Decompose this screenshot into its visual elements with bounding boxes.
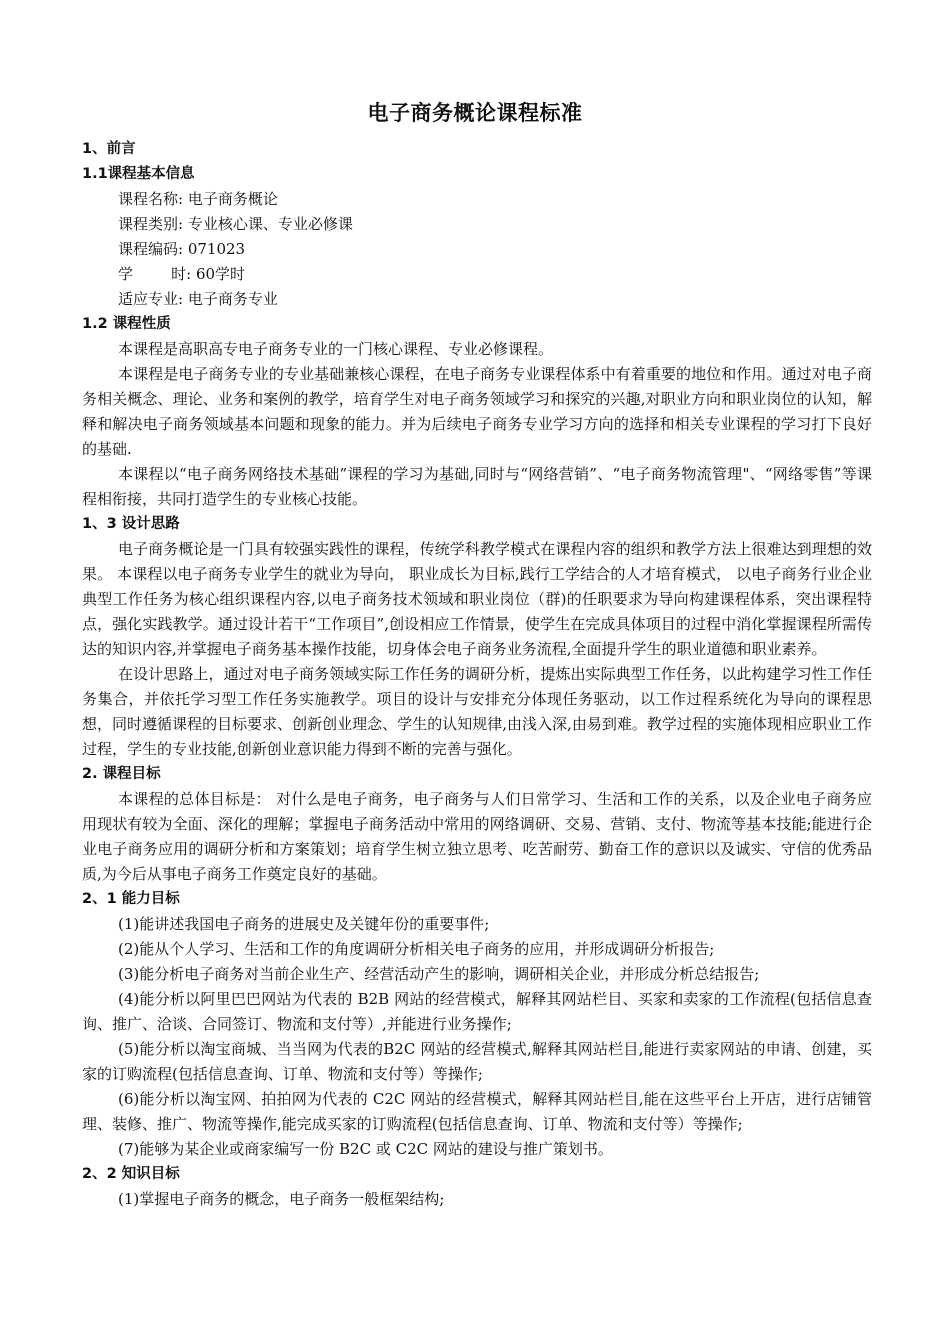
section-heading-basic-info: 1.1课程基本信息 <box>82 166 195 182</box>
section-heading-foreword: 1、前言 <box>82 141 136 157</box>
paragraph: 在设计思路上，通过对电子商务领域实际工作任务的调研分析，提炼出实际典型工作任务，以此构建学习性工作任务集合，并依托学习型工作任务实施教学。项目的设计与安排充分体现任务驱动，以工作过程系统化为导向的课程思想，同时遵循课程的目标要求、创新创业理念、学生的认知规律,由浅入深,由易到难。教学过程的实施体现相应职业工作过程，学生的专业技能,创新创业意识能力得到不断的完善与强化。 <box>82 665 872 758</box>
list-item: (2)能从个人学习、生活和工作的角度调研分析相关电子商务的应用，并形成调研分析报告; <box>118 940 715 958</box>
section-heading-design: 1、3 设计思路 <box>82 516 180 532</box>
page-title: 电子商务概论课程标准 <box>367 101 583 125</box>
list-item: (1)掌握电子商务的概念，电子商务一般框架结构; <box>118 1190 445 1208</box>
section-heading-nature: 1.2 课程性质 <box>82 316 171 332</box>
document-body <box>82 137 872 1212</box>
course-info-list <box>82 187 872 312</box>
paragraph: 本课程是电子商务专业的专业基础兼核心课程，在电子商务专业课程体系中有着重要的地位和作用。通过对电子商务相关概念、理论、业务和案例的教学，培育学生对电子商务领域学习和探究的兴趣,对职业方向和职业岗位的认知，解释和解决电子商务领域基本问题和现象的能力。并为后续电子商务专业学习方向的选择和相关专业课程的学习打下良好的基础. <box>82 365 872 458</box>
section-heading-knowledge: 2、2 知识目标 <box>82 1166 180 1182</box>
list-item: (6)能分析以淘宝网、拍拍网为代表的 C2C 网站的经营模式，解释其网站栏目,能在这些平台上开店，进行店铺管理、装修、推广、物流等操作,能完成买家的订购流程(包括信息查询、订单、物流和支付等）等操作; <box>82 1090 872 1133</box>
course-category: 课程类别: 专业核心课、专业必修课 <box>118 215 353 233</box>
list-item: (5)能分析以淘宝商城、当当网为代表的B2C 网站的经营模式,解释其网站栏目,能进行卖家网站的申请、创建，买家的订购流程(包括信息查询、订单、物流和支付等）等操作; <box>82 1040 872 1083</box>
list-item: (1)能讲述我国电子商务的进展史及关键年份的重要事件; <box>118 915 490 933</box>
course-name: 课程名称: 电子商务概论 <box>118 190 278 208</box>
list-item: (7)能够为某企业或商家编写一份 B2C 或 C2C 网站的建设与推广策划书。 <box>118 1140 613 1158</box>
list-item: (4)能分析以阿里巴巴网站为代表的 B2B 网站的经营模式，解释其网站栏目、买家和卖家的工作流程(包括信息查询、推广、洽谈、合同签订、物流和支付等）,并能进行业务操作; <box>82 990 872 1033</box>
paragraph: 本课程以“电子商务网络技术基础”课程的学习为基础,同时与“网络营销”、“电子商务物流管理"、“网络零售”等课程相衔接，共同打造学生的专业核心技能。 <box>82 465 872 508</box>
course-hours: 学 时: 60学时 <box>118 265 246 283</box>
paragraph: 电子商务概论是一门具有较强实践性的课程，传统学科教学模式在课程内容的组织和教学方法上很难达到理想的效果。 本课程以电子商务专业学生的就业为导向， 职业成长为目标,践行工学结合的人才培育模式， 以电子商务行业企业典型工作任务为核心组织课程内容,以电子商务技术领域和职业岗位（群)的任职要求为导向构建课程体系，突出课程特点，强化实践教学。通过设计若干“工作项目”,创设相应工作情景，使学生在完成具体项目的过程中消化掌握课程所需传达的知识内容,并掌握电子商务基本操作技能，切身体会电子商务业务流程,全面提升学生的职业道德和职业素养。 <box>82 540 872 658</box>
section-heading-ability: 2、1 能力目标 <box>82 891 180 907</box>
course-code: 课程编码: 071023 <box>118 240 246 258</box>
section-heading-goals: 2. 课程目标 <box>82 766 161 782</box>
course-major: 适应专业: 电子商务专业 <box>118 290 278 308</box>
paragraph: 本课程的总体目标是： 对什么是电子商务，电子商务与人们日常学习、生活和工作的关系，以及企业电子商务应用现状有较为全面、深化的理解；掌握电子商务活动中常用的网络调研、交易、营销、支付、物流等基本技能;能进行企业电子商务应用的调研分析和方案策划；培育学生树立独立思考、吃苦耐劳、勤奋工作的意识以及诚实、守信的优秀品质,为今后从事电子商务工作奠定良好的基础。 <box>82 790 872 883</box>
list-item: (3)能分析电子商务对当前企业生产、经营活动产生的影响，调研相关企业，并形成分析总结报告; <box>118 965 760 983</box>
paragraph: 本课程是高职高专电子商务专业的一门核心课程、专业必修课程。 <box>118 340 554 358</box>
